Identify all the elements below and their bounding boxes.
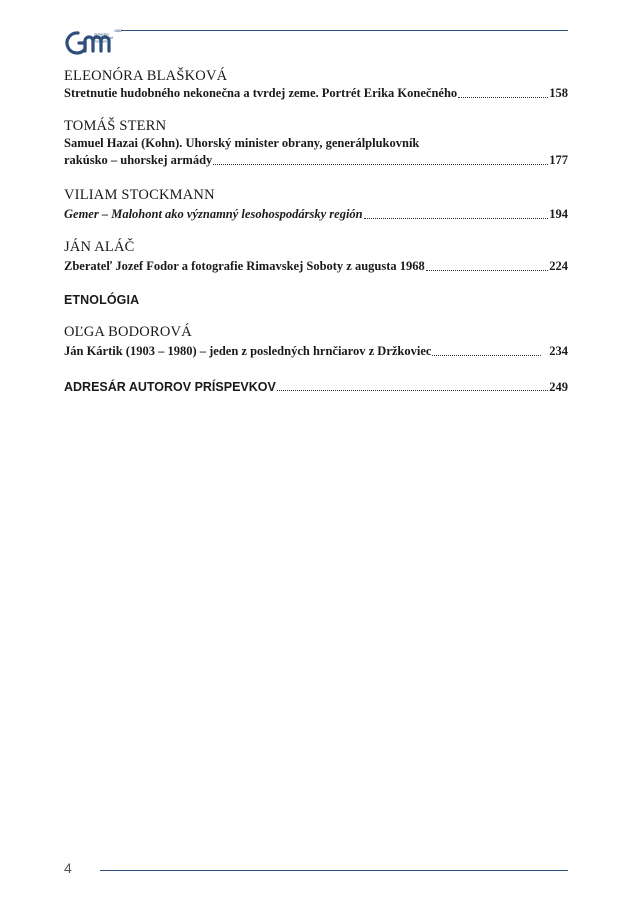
toc-entry[interactable] [64,85,568,102]
toc-entry[interactable] [64,135,568,169]
toc-entry-title: ADRESÁR AUTOROV PRÍSPEVKOV [64,380,276,394]
toc-entry[interactable] [64,343,568,360]
toc-author: TOMÁŠ STERN [64,118,167,134]
logo-text-line: gemersko [94,32,109,37]
toc-author: JÁN ALÁČ [64,239,135,255]
leader-dots [364,218,549,219]
toc-entry[interactable] [64,206,568,223]
toc-author: VILIAM STOCKMANN [64,187,215,203]
logo-text-line: múzeum [94,39,108,44]
toc-entry-title: Gemer – Malohont ako významný lesohospodársky región [64,207,363,221]
toc-author: ELEONÓRA BLAŠKOVÁ [64,68,228,84]
toc-entry[interactable] [64,258,568,275]
page-number: 4 [64,860,72,876]
logo-text-line: malohontské [94,36,114,40]
leader-dots [277,390,548,391]
museum-logo [64,27,124,57]
toc-entry-title: rakúsko – uhorskej armády [64,153,213,167]
toc-entry-address[interactable] [64,380,568,395]
leader-dots [426,270,548,271]
toc-author: OĽGA BODOROVÁ [64,324,192,340]
toc-entry-title: Stretnutie hudobného nekonečna a tvrdej zeme. Portrét Erika Konečného [64,86,458,100]
toc-page-number: 158 [549,86,568,100]
toc-page-number: 249 [549,380,568,394]
footer-rule [100,870,568,871]
toc-entry-title: Zberateľ Jozef Fodor a fotografie Rimavskej Soboty z augusta 1968 [64,259,425,273]
toc-page-number: 177 [549,153,568,167]
toc-page-number: 234 [549,344,568,358]
leader-dots [458,97,548,98]
toc-page-number: 224 [549,259,568,273]
toc-entry-title: Samuel Hazai (Kohn). Uhorský minister obrany, generálplukovník [64,136,420,150]
leader-dots [213,164,548,165]
section-heading: ETNOLÓGIA [64,293,140,307]
toc-page-number: 194 [549,207,568,221]
header-rule [121,30,568,31]
leader-dots [432,355,541,356]
toc-entry-title: Ján Kártik (1903 – 1980) – jeden z posledných hrnčiarov z Držkoviec [64,344,432,358]
logo-year: 1882 [114,29,122,33]
